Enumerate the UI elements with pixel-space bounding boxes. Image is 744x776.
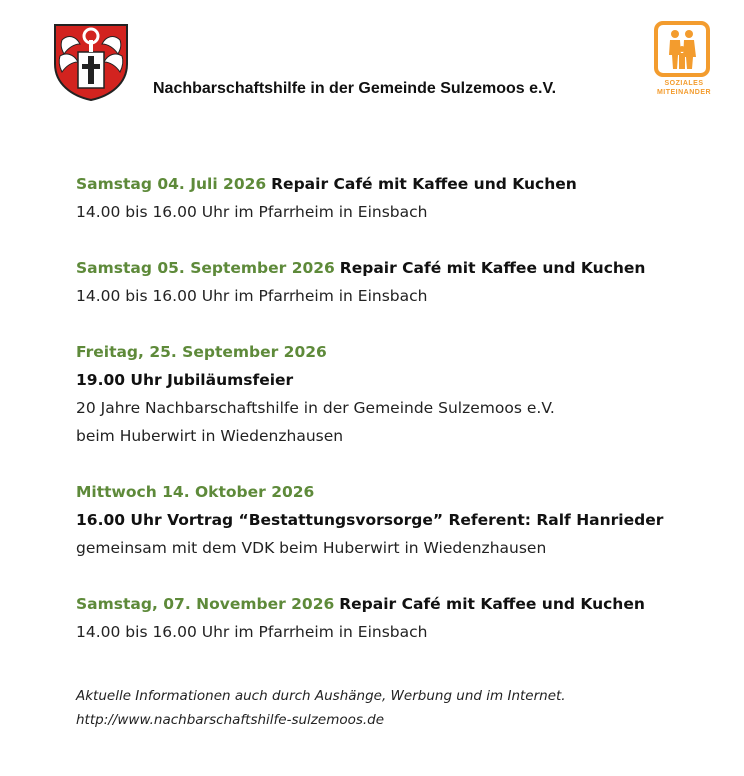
footer-note [76, 684, 566, 732]
event-item [76, 338, 716, 450]
event-list [76, 170, 716, 674]
event-title: Repair Café mit Kaffee und Kuchen [271, 175, 577, 193]
event-detail: 14.00 bis 16.00 Uhr im Pfarrheim in Einsbach [76, 203, 428, 221]
footer-info-text: Aktuelle Informationen auch durch Aushänge, Werbung und im Internet. [76, 688, 566, 704]
event-title: 16.00 Uhr Vortrag “Bestattungsvorsorge” Referent: Ralf Hanrieder [76, 511, 664, 529]
coat-of-arms-icon [52, 22, 130, 102]
logo-text-soziales: SOZIALES [664, 80, 704, 87]
event-title: 19.00 Uhr Jubiläumsfeier [76, 371, 294, 389]
event-detail: 14.00 bis 16.00 Uhr im Pfarrheim in Einsbach [76, 287, 428, 305]
event-date: Samstag, 07. November 2026 [76, 595, 335, 613]
event-date: Mittwoch 14. Oktober 2026 [76, 483, 315, 501]
event-detail: gemeinsam mit dem VDK beim Huberwirt in Wiedenzhausen [76, 539, 547, 557]
event-item [76, 254, 716, 310]
event-title: Repair Café mit Kaffee und Kuchen [339, 259, 646, 277]
soziales-miteinander-logo [653, 20, 715, 106]
event-detail: 20 Jahre Nachbarschaftshilfe in der Gemeinde Sulzemoos e.V. [76, 399, 555, 417]
footer-website-link[interactable]: http://www.nachbarschaftshilfe-sulzemoos.de [76, 712, 385, 728]
event-date: Samstag 04. Juli 2026 [76, 175, 267, 193]
event-detail: beim Huberwirt in Wiedenzhausen [76, 427, 344, 445]
event-date: Freitag, 25. September 2026 [76, 343, 327, 361]
event-item [76, 590, 716, 646]
organization-title: Nachbarschaftshilfe in der Gemeinde Sulzemoos e.V. [153, 80, 557, 97]
family-icon [654, 21, 710, 77]
event-title: Repair Café mit Kaffee und Kuchen [339, 595, 645, 613]
event-item [76, 170, 716, 226]
logo-text-miteinander: MITEINANDER [656, 89, 712, 96]
event-item [76, 478, 716, 562]
event-detail: 14.00 bis 16.00 Uhr im Pfarrheim in Einsbach [76, 623, 428, 641]
event-date: Samstag 05. September 2026 [76, 259, 335, 277]
